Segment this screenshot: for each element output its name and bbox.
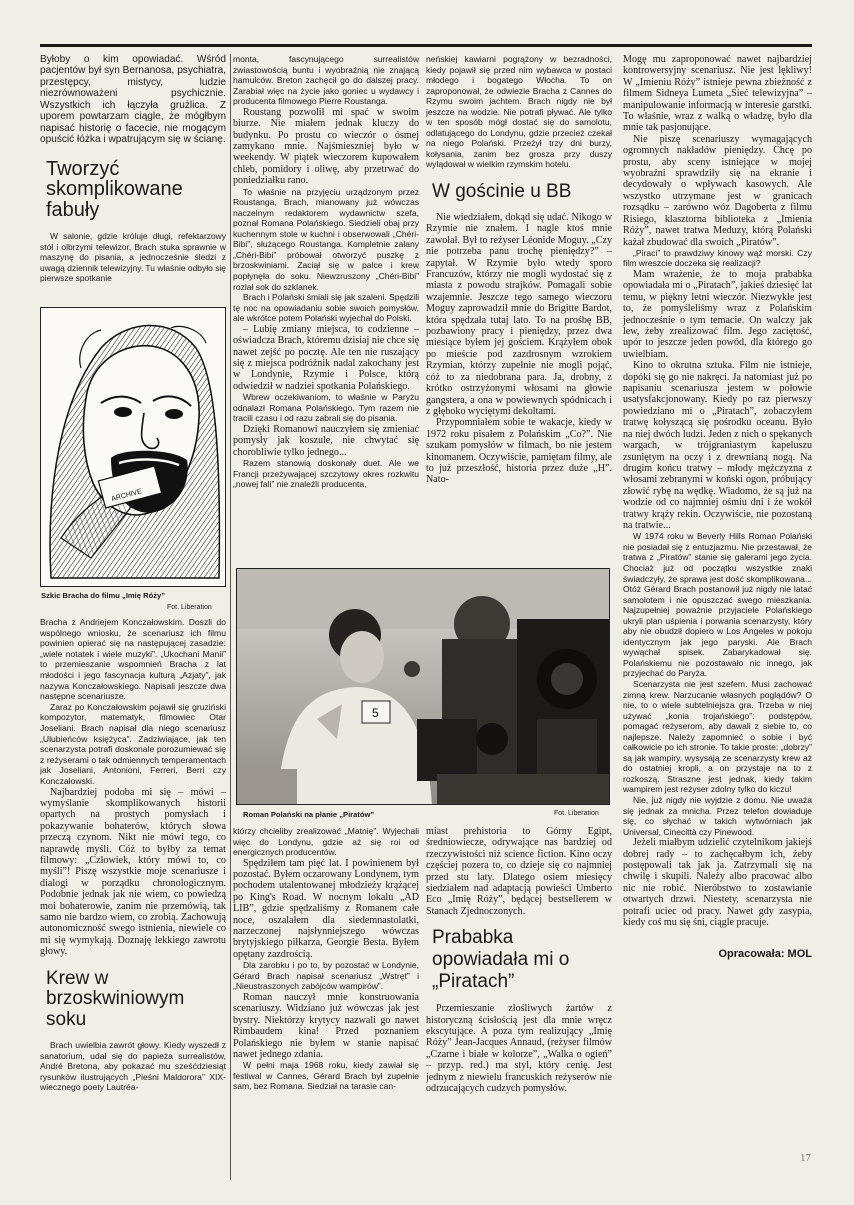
film-set-photo <box>237 569 610 805</box>
col1-para-final: Brach uwielbia zawrót głowy. Kiedy wyszedł z sanatorium, udał się do papieża surrealistów, André Bretona, aby pokazać mu sześćdziesiąt rysunków ilustrujących „Pieśni Maldorora” XIX-wiecznego poety Lautréa- <box>40 1040 226 1093</box>
column-divider-1 <box>230 54 231 1180</box>
col1-para-2: Zaraz po Konczałowskim pojawił się gruziński kompozytor, matematyk, filmowiec Otar Joseliani. Brach napisał dla niego scenariusz „Ulubieńców księżyca”. Zadziwiające, jak ten scenarzysta potrafi doskonale porozumiewać się z reżyserami o tak odmiennych temperamentach jak Joseliani, Antonioni, Ferreri, Berri czy Konczałowski. <box>40 701 226 786</box>
col4-para-6: Scenarzysta nie jest szefem. Musi zachować zimną krew. Narzucanie własnych poglądów? O nie, to o wiele subtelniejsza gra. Trzeba w niej używać „konia trojańskiego”: podstępów, pomagać reżyserom, aby dawali z siebie to, co najlepsze. Należy zapomnieć o sobie i być całkowicie po ich stronie. To takie proste: „dobrzy” są jak wampiry, wysysają ze scenarzysty krew aż do ostatniej kropli, a on przystaje na to z rozkoszą. Straszne jest jednak, kiedy takim wampirem jest reżyser zdolny tylko do kiczu! <box>623 679 812 795</box>
col3-bottom-para-2: Przemieszanie złośliwych żartów z historyczną ścisłością jest dla mnie wręcz ekscytujące. A poza tym realizujący „Imię Róży” Jean-Jacques Annaud, (reżyser filmów „Czarne i białe w kolorze”, „Walka o ogień” – przyp. red.) ma styl, który cenię. Jest jednym z niewielu francuskich reżyserów nie odrzucających cudzych pomysłów. <box>426 1003 612 1095</box>
column-3-top <box>426 54 612 566</box>
sketch-caption: Szkic Bracha do filmu „Imię Róży” <box>41 591 166 600</box>
signature: Opracowała: MOL <box>718 948 812 961</box>
clapper-number: 5 <box>372 706 379 720</box>
col1-intro-text: Byłoby o kim opowiadać. Wśród pacjentów był syn Bernanosa, psychiatra, przestępcy, mistycy, ludzie niezrównoważeni psychicznie. Wszystkich ich łączyła grużlica. Z uporem powtarzam ciągle, że mógłbym napisać historię o facecie, nie mogącym opuścić łóżka i wpatrującym się w ścianę. <box>40 54 226 146</box>
top-rule <box>40 44 812 47</box>
col2-para-4: Brach i Polański śmiali się jak szaleni. Spędzili tę noc na opowiadaniu sobie swoich pomysłów, ale wkrótce potem Polański wyjechał do Polski. <box>233 292 419 324</box>
col2-para-3: To właśnie na przyjęciu urządzonym przez Roustanga, Brach, mianowany już wówczas naczelnym redaktorem wydawnictw szefa, poznał Romana Polańskiego. Siedzieli obaj przy kuchennym stole w kuchni i obserwowali „Chéri-Bibi”, służącego Roustanga. Kompletnie zalany „Chéri-Bibi” próbował otworzyć puszkę z brzoskwiniami. Zaciął się w palce i krew popłynęła do soku. Niewzruszony „Chéri-Bibi” rozlał sok do szklanek. <box>233 186 419 292</box>
col4-para-2: Nie piszę scenariuszy wymagających ogromnych nakładów pieniędzy. Chcę po prostu, aby sceny istniejące w mojej wyobraźni sprawdziły się na ekranie i decydowały o wpływach kasowych. Ale wszystko utrzymane jest w granicach rozsądku – zarówno wóz Dagoberta z filmu Risiego, klasztorna biblioteka z „Imienia Róży”, nawet tratwa Meduzy, którą Polański każał zbudować dla swoich „Piratów”. <box>623 133 812 248</box>
col2-para-5: – Lubię zmiany miejsca, to codzienne – oświadcza Brach, któremu dzisiaj nie chce się nawet zejść po pocztę. Ale ten nie ruszający się z miejsca podróżnik nadal zakochany jest w Londynie, Rzymie i Polsce, którą odwiedził w nadziei spotkania Polańskiego. <box>233 323 419 392</box>
col2-para-2: Roustang pozwolił mi spać w swoim biurze. Nie miałem jednak kluczy do budynku. Po prostu co wieczór o ósmej zamykano mnie. Najśmieszniej było w weekendy. W piątek wieczorem kupowałem chleb, pomidory i oliwę, aby przetrwać do poniedziałku rano. <box>233 106 419 187</box>
col1-para-3: Najbardziej podoba mi się – mówi – wymyślanie skomplikowanych historii opartych na prostych pomysłach i pokazywanie bohaterów, których słowa przeczą czynom. Nikt nie mówi tego, co naprawdę myśli. Cóż to byłby za temat filmowy: „Człowiek, który mówi to, co myśli”! Piszę wszystkie moje scenariusze i dialogi w porządku chronologicznym. Podobnie jednak jak nie wiem, co powiedzą moi bohaterowie, zanim nie przemówią, tak samo nie bardzo wiem, co zrobią. Zachowują autonomiczność swego istnienia, niewiele co mi się wymykają. Doznaję lekkiego zawrotu głowy. <box>40 786 226 958</box>
photo-polanski-on-set <box>236 568 610 805</box>
heading-prababka: Prababka opowiadała mi o „Piratach” <box>432 927 570 993</box>
page-number: 17 <box>800 1152 811 1164</box>
col2-bottom-para-1: którzy chcieliby zrealizować „Matnię”. Wyjechali więc do Londynu, gdzie aż się roi od energicznych producentów. <box>233 826 419 858</box>
col3-para-2: Nie wiedziałem, dokąd się udać. Nikogo w Rzymie nie znałem. I nagle ktoś mnie zawołał. Był to reżyser Léonide Moguy. „Czy nie potrzeba panu trochę pieniędzy?” – zapytał. W Rzymie było wtedy sporo Francuzów, którzy nie mogli wydostać się z miasta z powodu strajków. Pomagali sobie wzajemnie. Jeszcze tego samego wieczoru Moguy zaprowadził mnie do Brigitte Bardot, która spędzała tutaj lato. To na prośbę BB, pozbawiony pracy i pieniędzy, przez dwa miesiące byłem jej gościem. Krążyłem obok po mieście pod zazdrosnym wzrokiem Rzymian, którzy zupełnie nie mogli pojąć, cóż to za niedobrana para. Ja, drobny, z krótko ostrzyżonymi włosami na głowie gangstera, a ona w powiewnych spódnicach i z głęboko wyciętymi dekoltami. <box>426 212 612 417</box>
sketch-illustration <box>40 307 226 587</box>
col4-para-8: Jeżeli miałbym udzielić czytelnikom jakiejś dobrej rady – to zachęcałbym ich, żeby postępowali tak jak ja. Zatrzymali się na chwilę i skupili. Należy albo pracować albo nic nie robić. Nieróbstwo to zostawianie otwartych drzwi. Niestety, scenarzysta nie potrafi uciec od pracy. Nawet gdy zasypia, kiedy coś mu się śni, ciągle pracuje. <box>623 837 812 929</box>
col4-para-1: Mogę mu zaproponować nawet najbardziej kontrowersyjny scenariusz. Nie jest lękliwy! W „Imieniu Róży” istnieje pewna zbieżność z filmem Sidneya Lumeta „Sieć telewizyjna” – manipulowanie informacją w interesie garstki. To właśnie, wraz z walką o władzę, było dla mnie tak pasjonujące. <box>623 54 812 134</box>
col4-question: „Piraci” to prawdziwy kinowy wąż morski. Czy film wreszcie doczeka się realizacji? <box>623 247 812 269</box>
column-1-lower <box>40 617 226 1185</box>
col4-para-4: Kino to okrutna sztuka. Film nie istnieje, dopóki się go nie nakręci. Ja natomiast już po napisaniu scenariusza jestem w połowie usatysfakcjonowany. Kiedy po raz pierwszy powiedziano mi o „Piratach”, zobaczyłem tratwę kołyszącą się pośrodku oceanu. Było na niej dwóch ludzi. Jeden z nich o spękanych wargach, w trójgraniastym kapeluszu zsuniętym na oczy i z drewnianą nogą. Na drugim końcu tratwy – młody mężczyzna z włosami zebranymi w koński ogon, próbujący złowić rybę na wędkę. Wiadomo, że są już na wodzie od co najmniej ośmiu dni i że wokół tratwy krąży rekin. Oczywiście, nie pozostaną na tratwie... <box>623 360 812 531</box>
screaming-monk-drawing <box>41 308 225 586</box>
heading-bb: W gościnie u BB <box>432 181 572 203</box>
col2-bottom-para-4: Roman nauczył mnie konstruowania scenariuszy. Widziano już wówczas jak jest bystry. Niektórzy krytycy nazwali go nawet Rimbaudem kina! Przed poznaniem Polańskiego nie byłem w stanie napisać nawet jednego zdania. <box>233 991 419 1060</box>
col3-para-3: Przypomniałem sobie te wakacje, kiedy w 1972 roku pisałem z Polańskim „Co?”. Nie szukam pomysłów w filmach, bo nie jestem kinomanem. Oczywiście, pamiętam filmy, ale to już przeszłość, historia przez duże „H”. Nato- <box>426 417 612 486</box>
photo-caption: Roman Polański na planie „Piratów” <box>243 810 375 819</box>
photo-credit: Fot. Liberation <box>554 810 599 817</box>
column-2-bottom <box>233 826 419 1180</box>
col2-para-8: Razem stanowią doskonały duet. Ale we Francji przeżywającej szczytowy okres rozkwitu „nowej fali” nie znaleźli producenta, <box>233 457 419 490</box>
col2-bottom-para-3: Dla zarobku i po to, by pozostać w Londynie, Gérard Brach napisał scenariusz „Wstręt” i „Nieustraszonych zabójców wampirów”. <box>233 960 419 992</box>
col2-para-1: monta, fascynującego surrealistów zwiastowością buntu i wyobraźnią nie znającą hamulców. Breton zachęcił go do dalszej pracy. Zarabiał więc na życie jako goniec u wydawcy i producenta filmowego Pierre Roustanga. <box>233 54 419 107</box>
col3-para-1: neńskiej kawiarni pogrążony w bezradności, kiedy pojawił się przed nim wybawca w postaci młodego i bogatego Włocha. To on zaproponował, że odwiezie Bracha z Cannes do Rzymu swoim jachtem. Brach nigdy nie był jeszcze na wodzie. Nie potrafi pływać. Ale tylko w ten sposób mógł dostać się do samolotu, odlatującego do Londynu, gdzie przecież czekał na niego Polański. Przeżył trzy dni burzy, kołysania, zanim bez grosza przy duszy wylądował w wielkim rzymskim hotelu. <box>426 54 612 170</box>
heading-tworzyc: Tworzyć skomplikowane fabuły <box>46 157 183 221</box>
col4-para-7: Nie, już nigdy nie wyjdzie z domu. Nie uważa się jednak za mnicha. Przez telefon dowiaduje się, co słychać w takich wytwórniach jak Universal, Cinecittà czy Pinewood. <box>623 795 812 837</box>
sketch-credit: Fot. Liberation <box>167 604 212 611</box>
col2-bottom-para-2: Spędziłem tam pięć lat. I powinienem był pozostać. Byłem oczarowany Londynem, tym pochodem utalentowanej młodzieży krążącej po King's Road. W nocnym lokalu „AD LIB”, gdzie spędzaliśmy z Romanem całe noce, oszalałem dla siedemnastolatki, narzeczonej najsłynniejszego wówczas brytyjskiego piłkarza, Georgie Besta. Byłem opętany zazdrością. <box>233 857 419 960</box>
col2-bottom-para-5: W pełni maja 1968 roku, kiedy zawiał się festiwal w Cannes, Gérard Brach był zupełnie sam, bez Romana. Siedział na tarasie can- <box>233 1060 419 1092</box>
col3-bottom-para-1: miast prehistoria to Górny Egipt, średniowiecze, odrywające nas bardziej od rzeczywistości niż science fiction. Kino oczy częściej pozera to, co dzieje się co najmniej przed stu laty. Dlatego osiem miesięcy siedziałem nad adaptacją powieści Umberto Eco „Imię Róży”, będącej bestsellerem w Stanach Zjednoczonych. <box>426 826 612 917</box>
col4-para-5: W 1974 roku w Beverly Hills Roman Polański nie posiadał się z entuzjazmu. Nie przestawał, że tratwa z „Piratów” stanie się galerami jego życia. Chociaż już od początku wszystkie znaki świadczyły, że sprawa jest dość skomplikowana... Otóż Gérard Brach postanowił już nigdy nie latać samolotem i nie opuszczać swego mieszkania. Najzupełniej poważnie przyjaciele Polańskiego ukryli plan uśpienia i porwania scenarzysty, który aby nie obudził dopiero w Los Angeles w pokoju identycznym jak jego paryski. Ale Brach wywąchał spisek. Zabarykadował się. Polańskiemu nie pozostawało nic innego, jak przyjechać do Paryża. <box>623 531 812 679</box>
heading-krew: Krew w brzoskwiniowym soku <box>46 967 185 1030</box>
col1-para-1: Bracha z Andriejem Konczałowskim. Doszli do wspólnego wniosku, że scenariusz ich filmu powinien opierać się na następującej zasadzie: „wiele notatek i wiele muzyki”. „Ukochani Manii” to przemieszanie wspomnień Bracha z lat młodości i jego fascynacja kulturą „Azjaty”, jak nazywa Konczałowskiego. Napisali jeszcze dwa następne scenariusze. <box>40 617 226 702</box>
col1-lead-text: W salonie, gdzie króluje długi, refektarzowy stół i olbrzymi telewizor, Brach stuka sprawnie w maszynę do pisania, a jednocześnie śledzi z uwagą dziennik telewizyjny. Tu właśnie odbyło się pierwsze spotkanie <box>40 231 226 284</box>
column-4 <box>623 54 812 1179</box>
column-3-bottom <box>426 826 612 1180</box>
column-2-top <box>233 54 419 566</box>
col4-para-3: Mam wrażenie, że to moja prababka opowiadała mi o „Piratach”, jakieś dziesięć lat temu, w piękny letni wieczór. Niezwykłe jest to, że pomyśleliśmy wraz z Polańskim jednocześnie o tym temacie. On walczy jak lew, żeby zrealizować film. Jego zaciętość, upór to jeszcze jeden powód, dla którego go uwielbiam. <box>623 269 812 360</box>
sketch-stamp-text: ARCHIVE <box>110 488 143 504</box>
col2-para-6: Wbrew oczekiwaniom, to właśnie w Paryżu odnalazł Romana Polańskiego. Tym razem nie tracili czasu i od razu zabrali się do pisania. <box>233 392 419 424</box>
col2-para-7: Dzięki Romanowi nauczyłem się zmieniać pomysły jak koszule, nie chwytać się chorobliwie tylko jednego... <box>233 423 419 458</box>
